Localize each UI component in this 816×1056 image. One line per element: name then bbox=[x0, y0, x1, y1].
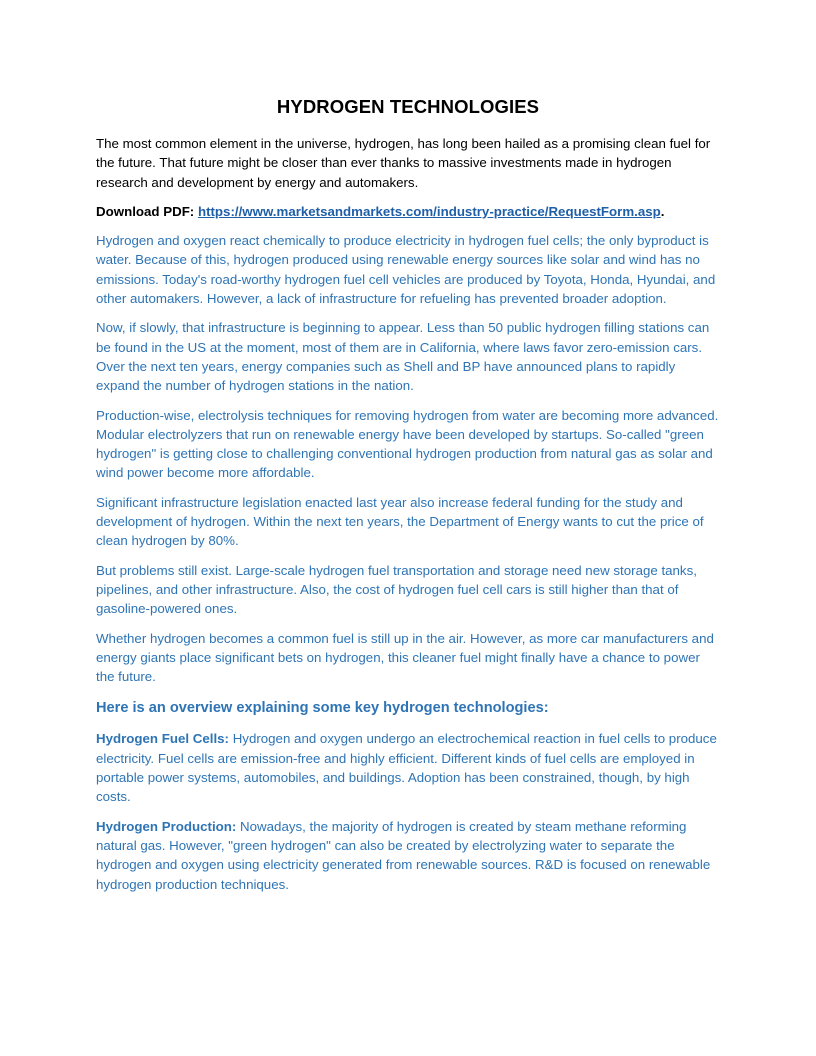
paragraph-outlook: Whether hydrogen becomes a common fuel is still up in the air. However, as more car manufacturers and energy giants place significant bets on hydrogen, this cleaner fuel might finally have a chance to power the future. bbox=[96, 630, 714, 685]
technology-item bbox=[96, 817, 720, 894]
technology-description: Hydrogen and oxygen undergo an electrochemical reaction in fuel cells to produce electricity. Fuel cells are emission-free and highly efficient. Different kinds of fuel cells are employed in portable power systems, automobiles, and buildings. Adoption has been constrained, though, by high costs. bbox=[96, 731, 717, 805]
download-label: Download PDF: bbox=[96, 203, 195, 219]
technology-term: Hydrogen Production: bbox=[96, 818, 237, 834]
overview-heading: Here is an overview explaining some key hydrogen technologies: bbox=[96, 700, 549, 717]
document-title: HYDROGEN TECHNOLOGIES bbox=[276, 96, 540, 117]
paragraph-legislation: Significant infrastructure legislation enacted last year also increase federal funding for the study and development of hydrogen. Within the next ten years, the Department of Energy wants to cut the price of clean hydrogen by 80%. bbox=[96, 494, 704, 549]
download-pdf-link[interactable]: https://www.marketsandmarkets.com/industry-practice/RequestForm.asp bbox=[197, 203, 661, 219]
paragraph-infrastructure: Now, if slowly, that infrastructure is beginning to appear. Less than 50 public hydrogen filling stations can be found in the US at the moment, most of them are in California, where laws favor zero-emission cars. Over the next ten years, energy companies such as Shell and BP have announced plans to rapidly expand the number of hydrogen stations in the nation. bbox=[96, 320, 710, 394]
paragraph-problems: But problems still exist. Large-scale hydrogen fuel transportation and storage need new storage tanks, pipelines, and other infrastructure. Also, the cost of hydrogen fuel cell cars is still higher than that of gasoline-powered ones. bbox=[96, 562, 697, 617]
paragraph-production: Production-wise, electrolysis techniques for removing hydrogen from water are becoming more advanced. Modular electrolyzers that run on renewable energy have been developed by startups. So-called "green hydrogen" is getting close to challenging conventional hydrogen production from natural gas as solar and wind power become more affordable. bbox=[96, 407, 719, 481]
technology-description: Nowadays, the majority of hydrogen is created by steam methane reforming natural gas. However, "green hydrogen" can also be created by electrolyzing water to separate the hydrogen and oxygen using electricity generated from renewable sources. R&D is focused on renewable hydrogen production techniques. bbox=[96, 818, 711, 892]
download-line bbox=[96, 202, 720, 221]
download-trailing-period: . bbox=[660, 203, 665, 219]
technology-term: Hydrogen Fuel Cells: bbox=[96, 731, 229, 747]
technology-item bbox=[96, 729, 720, 806]
intro-paragraph: The most common element in the universe, hydrogen, has long been hailed as a promising clean fuel for the future. That future might be closer than ever thanks to massive investments made in hydrogen research and development by energy and automakers. bbox=[96, 136, 711, 190]
paragraph-fuel-cells-intro: Hydrogen and oxygen react chemically to produce electricity in hydrogen fuel cells; the only byproduct is water. Because of this, hydrogen produced using renewable energy sources like solar and wind has no emissions. Today's road-worthy hydrogen fuel cell vehicles are produced by Toyota, Honda, Hyundai, and other automakers. However, a lack of infrastructure for refueling has prevented broader adoption. bbox=[96, 233, 716, 307]
